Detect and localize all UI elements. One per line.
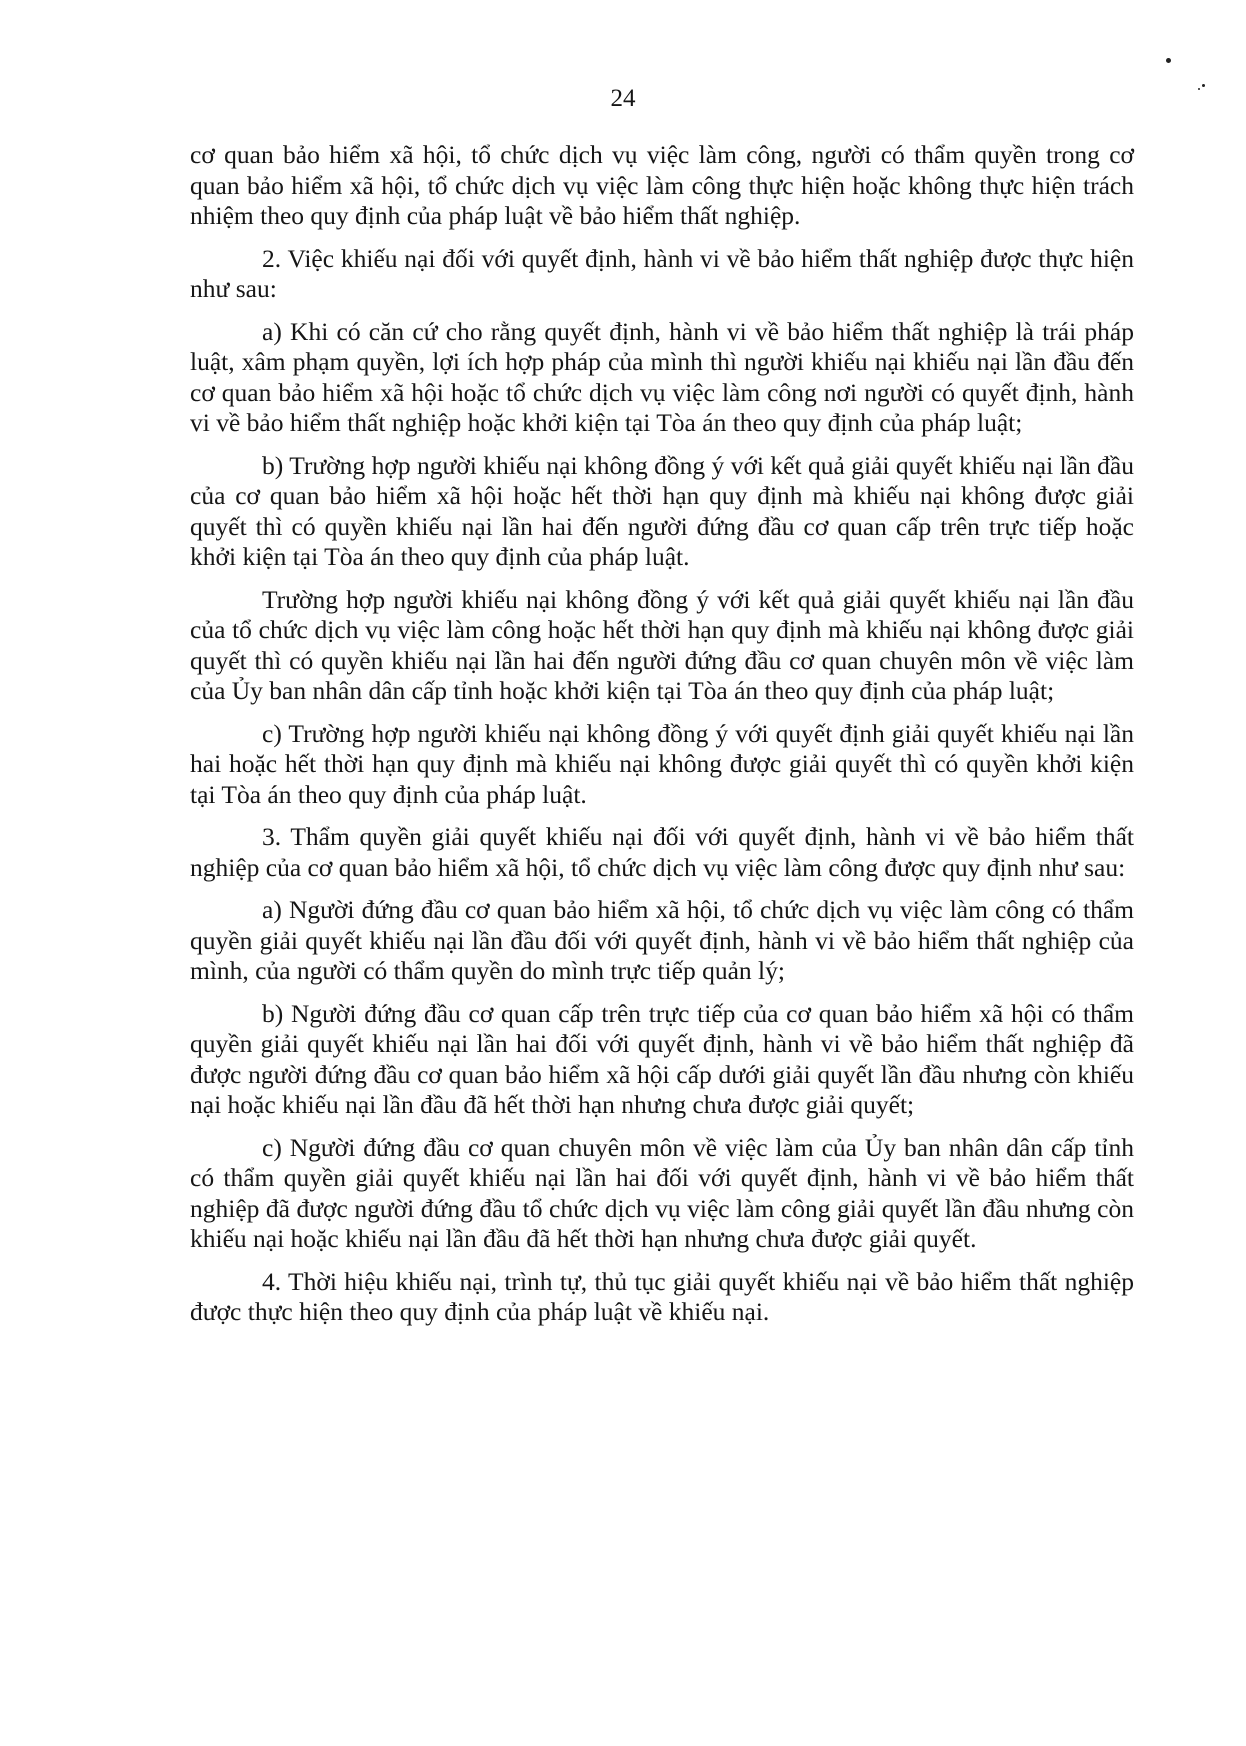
page-number: 24 (610, 85, 636, 112)
scan-speck (1202, 84, 1205, 87)
scan-speck (1198, 88, 1200, 90)
paragraph-clause-2a: a) Khi có căn cứ cho rằng quyết định, hành vi về bảo hiểm thất nghiệp là trái pháp luật, xâm phạm quyền, lợi ích hợp pháp của mình thì người khiếu nại khiếu nại lần đầu đến cơ quan bảo hiểm xã hội hoặc tổ chức dịch vụ việc làm công nơi người có quyết định, hành vi về bảo hiểm thất nghiệp hoặc khởi kiện tại Tòa án theo quy định của pháp luật; (190, 316, 1134, 437)
paragraph-clause-4: 4. Thời hiệu khiếu nại, trình tự, thủ tục giải quyết khiếu nại về bảo hiểm thất nghiệp được thực hiện theo quy định của pháp luật về khiếu nại. (190, 1266, 1134, 1326)
paragraph-clause-2b-cont: Trường hợp người khiếu nại không đồng ý với kết quả giải quyết khiếu nại lần đầu của tổ chức dịch vụ việc làm công hoặc hết thời hạn quy định mà khiếu nại không được giải quyết thì có quyền khiếu nại lần hai đến người đứng đầu cơ quan chuyên môn về việc làm của Ủy ban nhân dân cấp tỉnh hoặc khởi kiện tại Tòa án theo quy định của pháp luật; (190, 584, 1134, 705)
paragraph-clause-2: 2. Việc khiếu nại đối với quyết định, hành vi về bảo hiểm thất nghiệp được thực hiện như sau: (190, 243, 1134, 303)
scan-speck (1166, 58, 1171, 63)
paragraph-clause-2b: b) Trường hợp người khiếu nại không đồng ý với kết quả giải quyết khiếu nại lần đầu của cơ quan bảo hiểm xã hội hoặc hết thời hạn quy định mà khiếu nại không được giải quyết thì có quyền khiếu nại lần hai đến người đứng đầu cơ quan cấp trên trực tiếp hoặc khởi kiện tại Tòa án theo quy định của pháp luật. (190, 450, 1134, 571)
paragraph-clause-3c: c) Người đứng đầu cơ quan chuyên môn về việc làm của Ủy ban nhân dân cấp tỉnh có thẩm quyền giải quyết khiếu nại lần hai đối với quyết định, hành vi về bảo hiểm thất nghiệp đã được người đứng đầu tổ chức dịch vụ việc làm công giải quyết lần đầu nhưng còn khiếu nại hoặc khiếu nại lần đầu đã hết thời hạn nhưng chưa được giải quyết. (190, 1132, 1134, 1253)
paragraph-continuation: cơ quan bảo hiểm xã hội, tổ chức dịch vụ việc làm công, người có thẩm quyền trong cơ quan bảo hiểm xã hội, tổ chức dịch vụ việc làm công thực hiện hoặc không thực hiện trách nhiệm theo quy định của pháp luật về bảo hiểm thất nghiệp. (190, 140, 1134, 230)
paragraph-clause-3a: a) Người đứng đầu cơ quan bảo hiểm xã hội, tổ chức dịch vụ việc làm công có thẩm quyền giải quyết khiếu nại lần đầu đối với quyết định, hành vi về bảo hiểm thất nghiệp của mình, của người có thẩm quyền do mình trực tiếp quản lý; (190, 895, 1134, 985)
paragraph-clause-2c: c) Trường hợp người khiếu nại không đồng ý với quyết định giải quyết khiếu nại lần hai hoặc hết thời hạn quy định mà khiếu nại không được giải quyết thì có quyền khởi kiện tại Tòa án theo quy định của pháp luật. (190, 718, 1134, 809)
paragraph-clause-3b: b) Người đứng đầu cơ quan cấp trên trực tiếp của cơ quan bảo hiểm xã hội có thẩm quyền giải quyết khiếu nại lần hai đối với quyết định, hành vi về bảo hiểm thất nghiệp đã được người đứng đầu cơ quan bảo hiểm xã hội cấp dưới giải quyết lần đầu nhưng còn khiếu nại hoặc khiếu nại lần đầu đã hết thời hạn nhưng chưa được giải quyết; (190, 998, 1134, 1119)
paragraph-clause-3: 3. Thẩm quyền giải quyết khiếu nại đối với quyết định, hành vi về bảo hiểm thất nghiệp của cơ quan bảo hiểm xã hội, tổ chức dịch vụ việc làm công được quy định như sau: (190, 822, 1134, 882)
document-body (190, 140, 1134, 1340)
